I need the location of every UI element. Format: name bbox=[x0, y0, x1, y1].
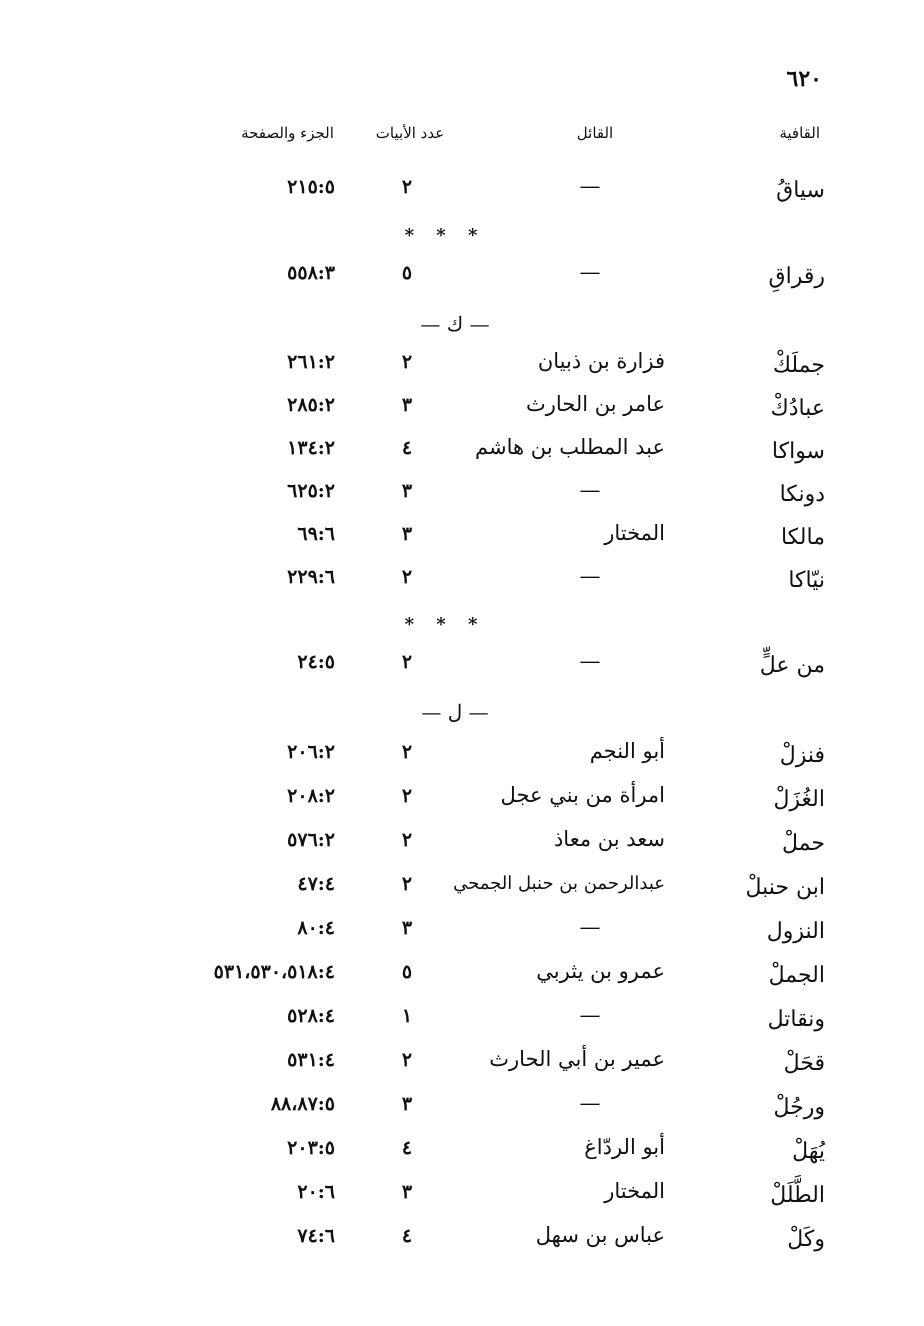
section-heading-kaf: — ك — bbox=[420, 312, 490, 336]
poet-cell: عبدالرحمن بن حنبل الجمحي bbox=[453, 873, 665, 894]
rhyme-cell: سياقُ bbox=[776, 178, 825, 203]
reference-cell: ٥٣١،٥٣٠،٥١٨:٤ bbox=[213, 961, 335, 983]
header-rhyme: القافية bbox=[779, 124, 820, 142]
table-row bbox=[0, 345, 924, 385]
rhyme-cell: الغُزَلْ bbox=[773, 787, 825, 812]
page-number: ٦٢٠ bbox=[786, 66, 822, 92]
poet-cell: عباس بن سهل bbox=[535, 1223, 665, 1247]
poet-cell: — bbox=[579, 1003, 601, 1027]
verse-count-cell: ٤ bbox=[401, 1137, 413, 1159]
rhyme-cell: مالكا bbox=[780, 525, 825, 550]
header-verse-count: عدد الأبيات bbox=[375, 124, 445, 142]
table-row bbox=[0, 517, 924, 557]
reference-cell: ٦٩:٦ bbox=[297, 523, 335, 545]
header-poet: القائل bbox=[576, 124, 614, 142]
table-row bbox=[0, 735, 924, 775]
reference-cell: ٢٢٩:٦ bbox=[287, 566, 335, 588]
header-volume-page: الجزء والصفحة bbox=[241, 124, 334, 142]
verse-count-cell: ٢ bbox=[401, 829, 413, 851]
table-row bbox=[0, 955, 924, 995]
rhyme-cell: رقراقِ bbox=[768, 264, 825, 289]
rhyme-cell: من علٍّ bbox=[759, 653, 825, 678]
reference-cell: ٨٠:٤ bbox=[297, 917, 335, 939]
reference-cell: ٦٢٥:٢ bbox=[287, 480, 335, 502]
poet-cell: أبو النجم bbox=[589, 739, 665, 763]
rhyme-cell: يُهَلْ bbox=[792, 1139, 825, 1164]
rhyme-cell: ورجُلْ bbox=[773, 1095, 825, 1120]
section-separator-stars: * * * bbox=[404, 614, 486, 635]
verse-count-cell: ٢ bbox=[401, 351, 413, 373]
rhyme-cell: قحَلْ bbox=[783, 1051, 825, 1076]
section-separator-stars: * * * bbox=[404, 225, 486, 246]
poet-cell: — bbox=[579, 564, 601, 588]
reference-cell: ٢٦١:٢ bbox=[287, 351, 335, 373]
rhyme-cell: دونكا bbox=[779, 482, 825, 507]
reference-cell: ٢٤:٥ bbox=[297, 651, 335, 673]
rhyme-cell: ونقاتل bbox=[767, 1007, 825, 1032]
rhyme-cell: سواكا bbox=[771, 439, 825, 464]
verse-count-cell: ٢ bbox=[401, 566, 413, 588]
poet-cell: سعد بن معاذ bbox=[553, 827, 665, 851]
poet-cell: المختار bbox=[604, 1179, 665, 1203]
verse-count-cell: ٤ bbox=[401, 437, 413, 459]
reference-cell: ٢٨٥:٢ bbox=[287, 394, 335, 416]
table-row bbox=[0, 560, 924, 600]
verse-count-cell: ٣ bbox=[401, 523, 413, 545]
poet-cell: عمرو بن يثربي bbox=[536, 959, 665, 983]
table-row bbox=[0, 1043, 924, 1083]
poet-cell: عمير بن أبي الحارث bbox=[489, 1047, 665, 1071]
reference-cell: ٥٢٨:٤ bbox=[287, 1005, 335, 1027]
table-row bbox=[0, 256, 924, 296]
verse-count-cell: ٢ bbox=[401, 873, 413, 895]
poet-cell: أبو الردّاغ bbox=[584, 1135, 665, 1159]
verse-count-cell: ٣ bbox=[401, 917, 413, 939]
verse-count-cell: ٢ bbox=[401, 741, 413, 763]
poet-cell: المختار bbox=[604, 521, 665, 545]
poet-cell: — bbox=[579, 915, 601, 939]
verse-count-cell: ٢ bbox=[401, 651, 413, 673]
table-row bbox=[0, 170, 924, 210]
table-row bbox=[0, 645, 924, 685]
table-row bbox=[0, 388, 924, 428]
table-row bbox=[0, 431, 924, 471]
table-row bbox=[0, 999, 924, 1039]
verse-count-cell: ٥ bbox=[401, 262, 413, 284]
reference-cell: ٢٠٣:٥ bbox=[287, 1137, 335, 1159]
reference-cell: ٢٠٨:٢ bbox=[287, 785, 335, 807]
reference-cell: ٥٣١:٤ bbox=[287, 1049, 335, 1071]
verse-count-cell: ٣ bbox=[401, 1093, 413, 1115]
verse-count-cell: ٢ bbox=[401, 176, 413, 198]
rhyme-cell: النزول bbox=[766, 919, 825, 944]
table-row bbox=[0, 1219, 924, 1259]
poet-cell: فزارة بن ذبيان bbox=[537, 349, 665, 373]
poet-cell: — bbox=[579, 478, 601, 502]
poet-cell: عامر بن الحارث bbox=[525, 392, 665, 416]
verse-count-cell: ٢ bbox=[401, 1049, 413, 1071]
reference-cell: ٥٧٦:٢ bbox=[287, 829, 335, 851]
rhyme-cell: الجملْ bbox=[768, 963, 825, 988]
reference-cell: ٤٧:٤ bbox=[297, 873, 335, 895]
verse-count-cell: ٥ bbox=[401, 961, 413, 983]
table-row bbox=[0, 823, 924, 863]
rhyme-cell: فنزلْ bbox=[779, 743, 825, 768]
rhyme-cell: نيّاكا bbox=[788, 568, 825, 593]
reference-cell: ٢٠:٦ bbox=[297, 1181, 335, 1203]
table-row bbox=[0, 867, 924, 907]
poet-cell: — bbox=[579, 260, 601, 284]
table-row bbox=[0, 474, 924, 514]
verse-count-cell: ٣ bbox=[401, 1181, 413, 1203]
rhyme-cell: حملْ bbox=[782, 831, 825, 856]
poet-cell: عبد المطلب بن هاشم bbox=[475, 435, 665, 459]
rhyme-cell: الطَّلَلْ bbox=[770, 1183, 825, 1208]
poet-cell: — bbox=[579, 649, 601, 673]
rhyme-cell: عبادُكْ bbox=[770, 396, 825, 421]
verse-count-cell: ٣ bbox=[401, 394, 413, 416]
reference-cell: ٥٥٨:٣ bbox=[287, 262, 335, 284]
reference-cell: ١٣٤:٢ bbox=[287, 437, 335, 459]
reference-cell: ٢٠٦:٢ bbox=[287, 741, 335, 763]
table-row bbox=[0, 779, 924, 819]
poet-cell: — bbox=[579, 174, 601, 198]
poet-cell: — bbox=[579, 1091, 601, 1115]
verse-count-cell: ٤ bbox=[401, 1225, 413, 1247]
reference-cell: ٧٤:٦ bbox=[297, 1225, 335, 1247]
reference-cell: ٨٨،٨٧:٥ bbox=[270, 1093, 335, 1115]
rhyme-cell: ابن حنبلْ bbox=[745, 875, 825, 900]
table-row bbox=[0, 1087, 924, 1127]
rhyme-cell: جملَكْ bbox=[772, 353, 825, 378]
table-row bbox=[0, 911, 924, 951]
verse-count-cell: ٣ bbox=[401, 480, 413, 502]
verse-count-cell: ١ bbox=[401, 1005, 413, 1027]
section-heading-lam: — ل — bbox=[421, 700, 489, 724]
table-row bbox=[0, 1131, 924, 1171]
rhyme-cell: وكَلْ bbox=[787, 1227, 825, 1252]
reference-cell: ٢١٥:٥ bbox=[287, 176, 335, 198]
poet-cell: امرأة من بني عجل bbox=[500, 783, 665, 807]
table-row bbox=[0, 1175, 924, 1215]
verse-count-cell: ٢ bbox=[401, 785, 413, 807]
